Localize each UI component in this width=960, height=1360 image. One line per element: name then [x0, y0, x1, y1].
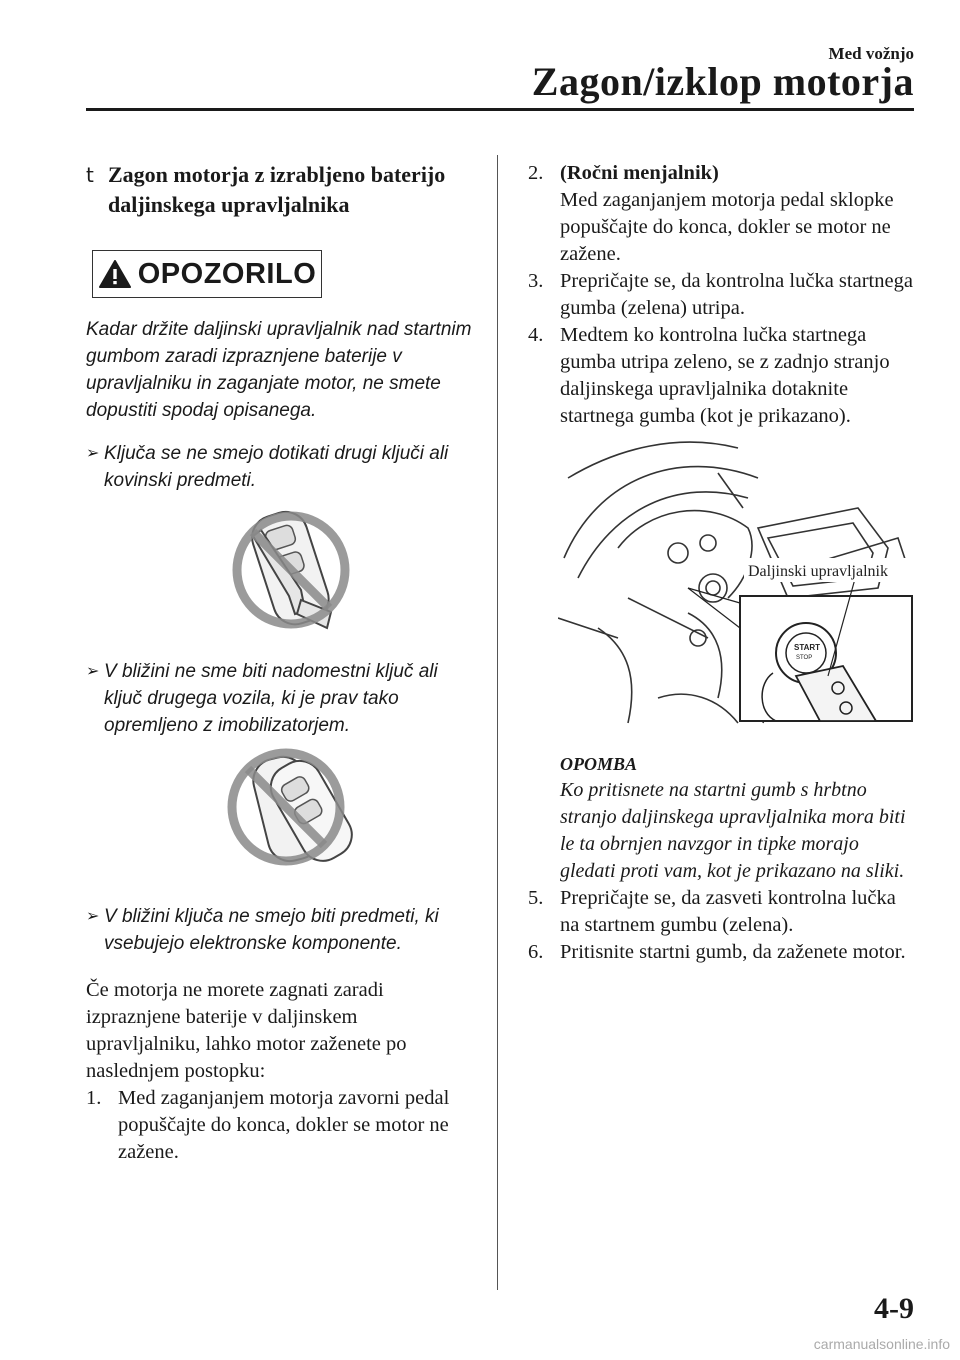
section-heading	[86, 160, 476, 220]
step-label: (Ročni menjalnik)	[560, 162, 719, 184]
note-title: OPOMBA	[560, 754, 638, 774]
step-2	[528, 160, 918, 268]
remote-control-callout: Daljinski upravljalnik	[748, 563, 888, 580]
bullet-arrow-icon: ➢	[86, 908, 100, 925]
step-number: 2.	[528, 162, 544, 184]
header-section: Med vožnjo	[828, 44, 914, 63]
page-title: Zagon/izklop motorja	[531, 59, 914, 104]
column-divider	[497, 155, 498, 1290]
warning-triangle-icon	[98, 259, 132, 289]
step-number: 1.	[86, 1087, 102, 1109]
step-text: Medtem ko kontrolna lučka startnega gumba utripa zeleno, se z zadnjo stranjo daljinskega upravljalnika dotaknite startnega gumba (kot je prikazano).	[560, 324, 890, 427]
page-number: 4-9	[874, 1292, 914, 1325]
step-4	[528, 322, 918, 430]
section-marker: t	[86, 163, 94, 187]
spare-key-illustration	[86, 747, 476, 887]
step-number: 4.	[528, 324, 544, 346]
step-number: 3.	[528, 270, 544, 292]
bullet-arrow-icon: ➢	[86, 663, 100, 680]
step-3	[528, 268, 918, 322]
step-5	[528, 885, 918, 939]
step-6	[528, 939, 918, 966]
step-text: Prepričajte se, da kontrolna lučka startnega gumba (zelena) utripa.	[560, 270, 913, 319]
warning-text: Kadar držite daljinski upravljalnik nad startnim gumbom zaradi izpraznjene baterije v upravljalniku in zaganjate motor, ne smete dopustiti spodaj opisanega.	[86, 319, 472, 421]
step-number: 6.	[528, 941, 544, 963]
key-metal-illustration	[86, 502, 476, 642]
stop-button-label: STOP	[796, 655, 813, 661]
step-1	[86, 1085, 476, 1166]
step-text: Prepričajte se, da zasveti kontrolna lučka na startnem gumbu (zelena).	[560, 887, 896, 936]
warning-box	[92, 250, 322, 298]
warning-label: OPOZORILO	[137, 257, 317, 290]
dashboard-illustration	[558, 438, 918, 733]
prohibited-keys-illustration	[86, 502, 476, 637]
bullet-arrow-icon: ➢	[86, 445, 100, 462]
watermark: carmanualsonline.info	[813, 1336, 950, 1352]
step-text: Med zaganjanjem motorja pedal sklopke popuščajte do konca, dokler se motor ne zažene.	[560, 189, 894, 265]
step-text: Med zaganjanjem motorja zavorni pedal popuščajte do konca, dokler se motor ne zažene.	[118, 1087, 450, 1163]
bullet-item	[86, 440, 476, 494]
prohibited-keys-illustration	[86, 747, 476, 882]
section-heading-text: Zagon motorja z izrabljeno baterijo daljinskega upravljalnika	[108, 162, 446, 217]
right-column	[528, 160, 918, 966]
start-button-detail-inset	[740, 596, 912, 721]
left-column	[86, 160, 476, 1166]
start-button-label: START	[794, 643, 821, 652]
note-body: Ko pritisnete na startni gumb s hrbtno stranjo daljinskega upravljalnika mora biti le ta obrnjen navzgor in tipke morajo gledati proti vam, kot je prikazano na sliki.	[560, 779, 906, 882]
dashboard-start-button-illustration	[558, 438, 918, 728]
bullet-item	[86, 903, 476, 957]
intro-paragraph: Če motorja ne morete zagnati zaradi izpraznjene baterije v daljinskem upravljalniku, lahko motor zaženete po naslednjem postopku:	[86, 979, 407, 1082]
header-rule	[86, 108, 914, 111]
bullet-text: V bližini ne sme biti nadomestni ključ ali ključ drugega vozila, ki je prav tako opremljeno z imobilizatorjem.	[104, 661, 438, 736]
bullet-item	[86, 658, 476, 739]
step-number: 5.	[528, 887, 544, 909]
bullet-text: Ključa se ne smejo dotikati drugi ključi ali kovinski predmeti.	[104, 443, 449, 491]
bullet-text: V bližini ključa ne smejo biti predmeti, ki vsebujejo elektronske komponente.	[104, 906, 439, 954]
step-text: Pritisnite startni gumb, da zaženete motor.	[560, 941, 906, 963]
